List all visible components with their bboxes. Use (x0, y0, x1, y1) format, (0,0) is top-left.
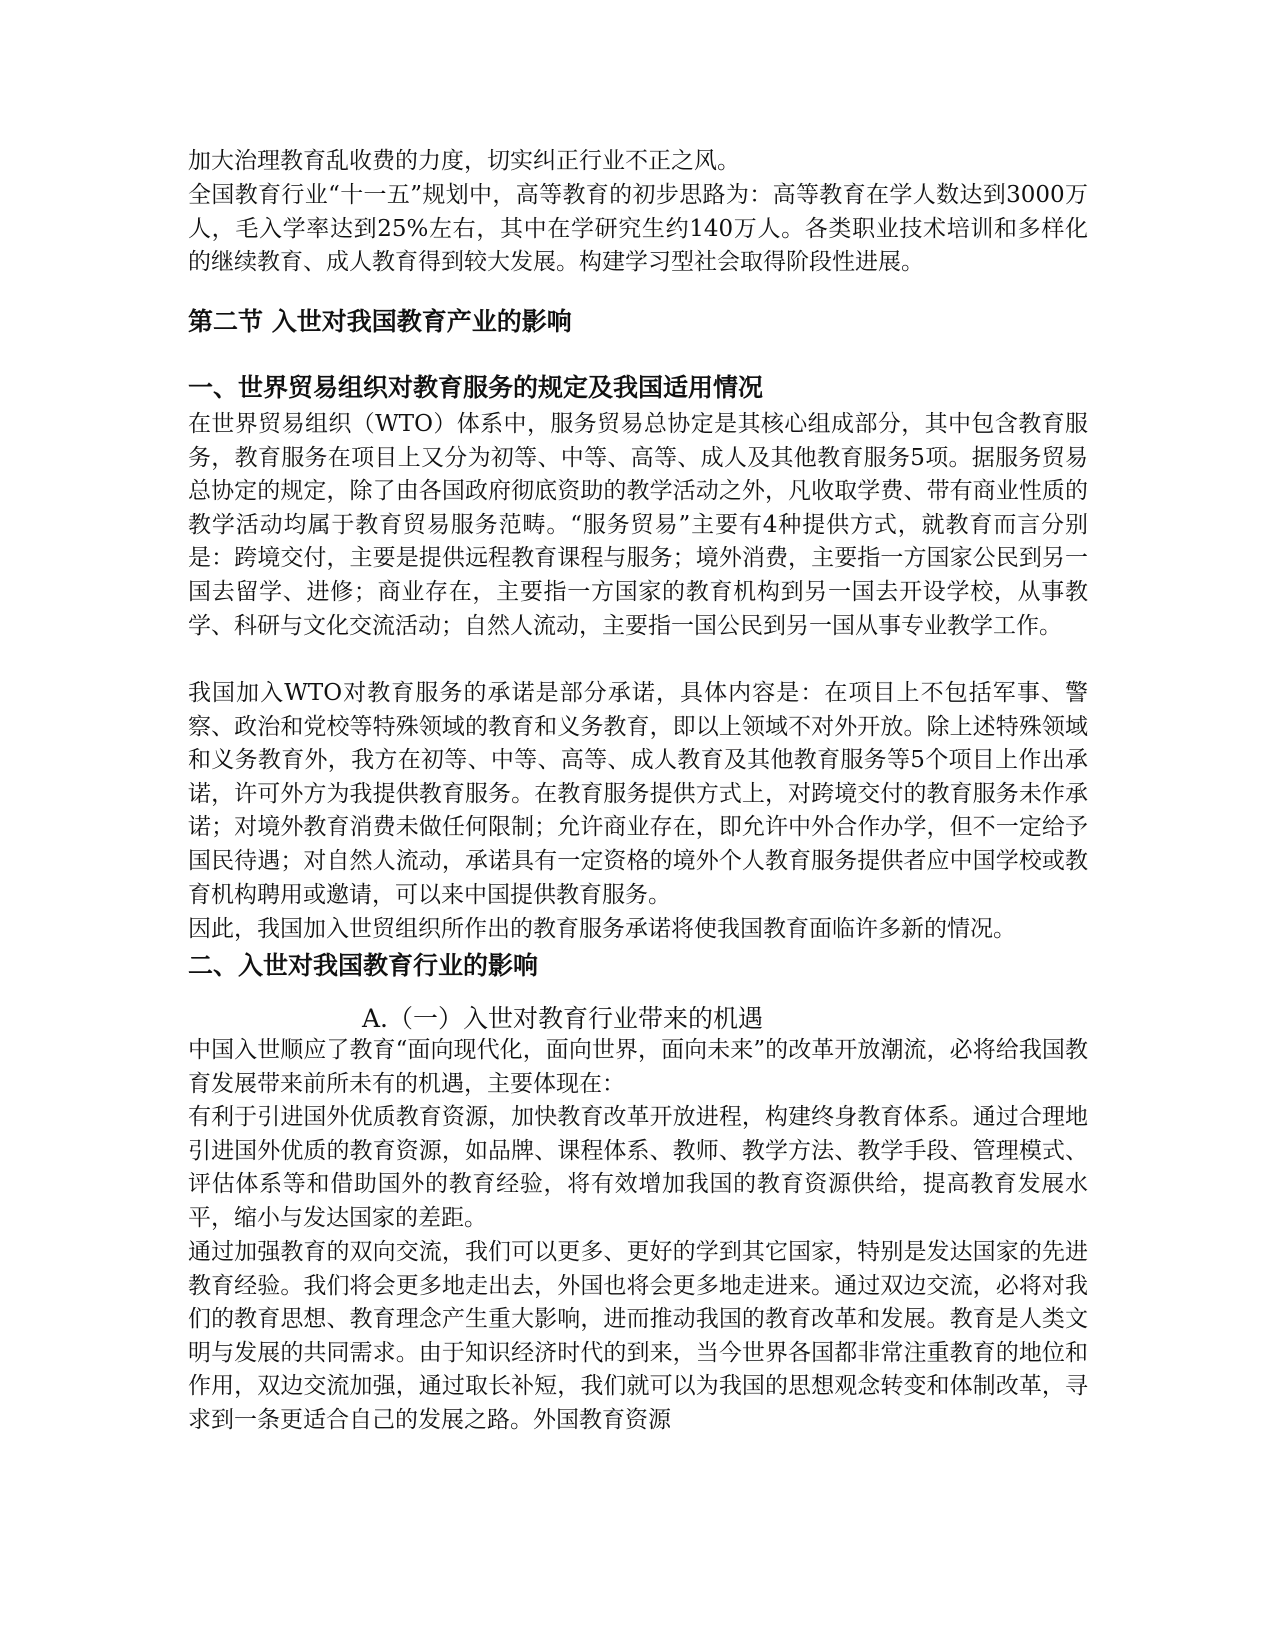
paragraph-opportunity-intro: 中国入世顺应了教育“面向现代化，面向世界，面向未来”的改革开放潮流，必将给我国教育发展带来前所未有的机遇，主要体现在： (188, 1037, 1088, 1097)
paragraph-foreign-resources: 有利于引进国外优质教育资源，加快教育改革开放进程，构建终身教育体系。通过合理地引进国外优质的教育资源，如品牌、课程体系、教师、教学方法、教学手段、管理模式、评估体系等和借助国外的教育经验，将有效增加我国的教育资源供给，提高教育发展水平，缩小与发达国家的差距。 (188, 1104, 1088, 1231)
paragraph-china-commitment: 我国加入WTO对教育服务的承诺是部分承诺，具体内容是：在项目上不包括军事、警察、政治和党校等特殊领域的教育和义务教育，即以上领域不对外开放。除上述特殊领域和义务教育外，我方在初等、中等、高等、成人教育及其他教育服务等5个项目上作出承诺，许可外方为我提供教育服务。在教育服务提供方式上，对跨境交付的教育服务未作承诺；对境外教育消费未做任何限制；允许商业存在，即允许中外合作办学，但不一定给予国民待遇；对自然人流动，承诺具有一定资格的境外个人教育服务提供者应中国学校或教育机构聘用或邀请，可以来中国提供教育服务。 (188, 680, 1088, 908)
paragraph-new-situation: 因此，我国加入世贸组织所作出的教育服务承诺将使我国教育面临许多新的情况。 (188, 916, 1016, 942)
paragraph-wto-gats: 在世界贸易组织（WTO）体系中，服务贸易总协定是其核心组成部分，其中包含教育服务，教育服务在项目上又分为初等、中等、高等、成人及其他教育服务5项。据服务贸易总协定的规定，除了由各国政府彻底资助的教学活动之外，凡收取学费、带有商业性质的教学活动均属于教育贸易服务范畴。“服务贸易”主要有4种提供方式，就教育而言分别是：跨境交付，主要是提供远程教育课程与服务；境外消费，主要指一方国家公民到另一国去留学、进修；商业存在，主要指一方国家的教育机构到另一国去开设学校，从事教学、科研与文化交流活动；自然人流动，主要指一国公民到另一国从事专业教学工作。 (188, 411, 1088, 639)
paragraph-fee-governance: 加大治理教育乱收费的力度，切实纠正行业不正之风。 (188, 148, 740, 174)
section-title: 第二节 入世对我国教育产业的影响 (188, 307, 572, 336)
heading-wto-education-rules: 一、世界贸易组织对教育服务的规定及我国适用情况 (188, 373, 764, 402)
heading-wto-impact: 二、入世对我国教育行业的影响 (188, 951, 539, 980)
paragraph-bilateral-exchange: 通过加强教育的双向交流，我们可以更多、更好的学到其它国家，特别是发达国家的先进教育经验。我们将会更多地走出去，外国也将会更多地走进来。通过双边交流，必将对我们的教育思想、教育理念产生重大影响，进而推动我国的教育改革和发展。教育是人类文明与发展的共同需求。由于知识经济时代的到来，当今世界各国都非常注重教育的地位和作用，双边交流加强，通过取长补短，我们就可以为我国的思想观念转变和体制改革，寻求到一条更适合自己的发展之路。外国教育资源 (188, 1239, 1088, 1433)
paragraph-eleventh-five-year-plan: 全国教育行业“十一五”规划中，高等教育的初步思路为：高等教育在学人数达到3000万人，毛入学率达到25%左右，其中在学研究生约140万人。各类职业技术培训和多样化的继续教育、成人教育得到较大发展。构建学习型社会取得阶段性进展。 (188, 182, 1088, 276)
subheading-opportunities: A.（一）入世对教育行业带来的机遇 (362, 1004, 764, 1033)
